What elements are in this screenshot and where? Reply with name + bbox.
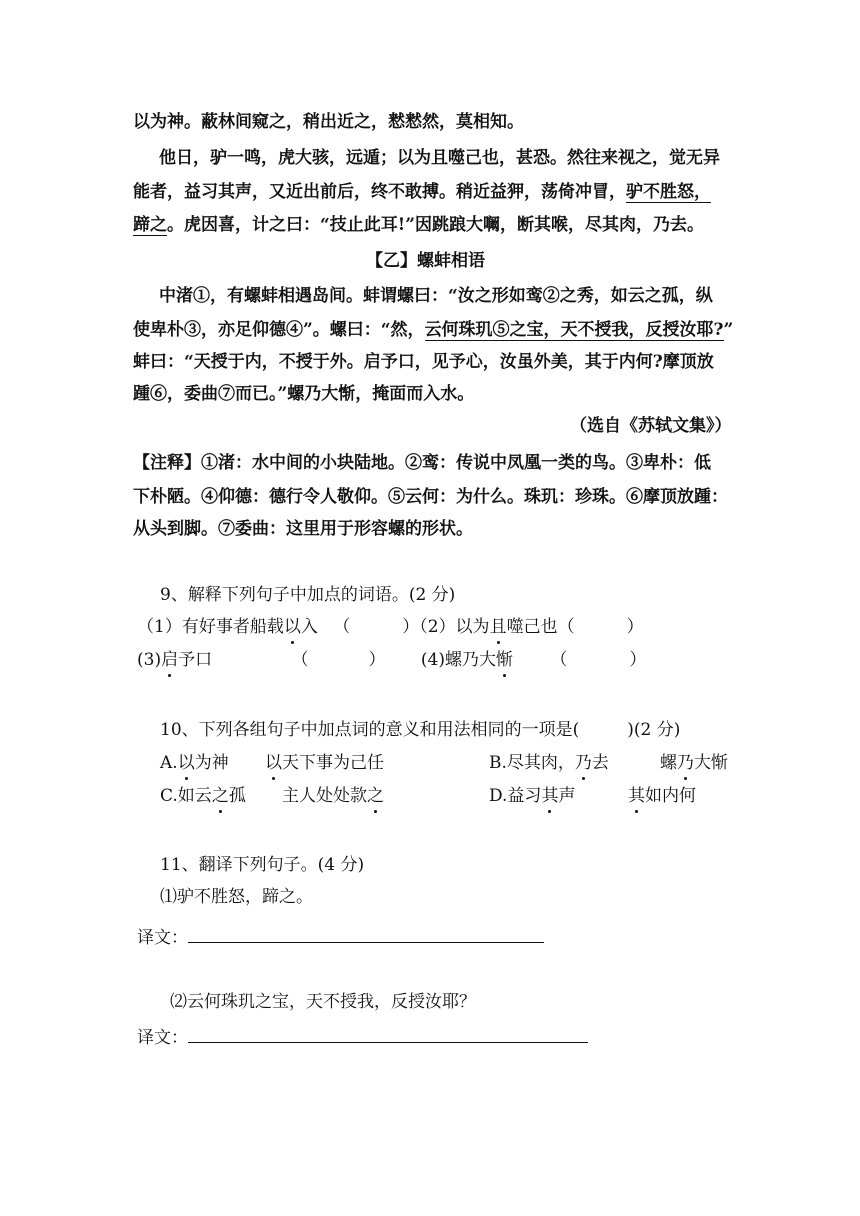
q11-translation-2	[137, 1024, 588, 1050]
q10-option-b[interactable]	[489, 751, 609, 775]
q10-option-b-dotted-2: 乃	[677, 753, 694, 773]
q11-sentence-1: ⑴驴不胜怒，蹄之。	[160, 887, 313, 907]
passage-jia-line-3-text: 能者，益习其声，又近出前后，终不敢搏。稍近益狎，荡倚冲冒，	[133, 182, 626, 202]
q9-item-2-dotted-word: 且	[489, 617, 507, 637]
q10-option-b-text-2: 螺	[660, 753, 677, 773]
q10-option-a-dotted-2: 以	[265, 753, 282, 773]
q9-item-1-answer-close: ）	[402, 617, 420, 637]
underlined-sentence-part-1: 驴不胜怒，	[626, 182, 711, 202]
passage-jia-line-4	[133, 213, 704, 237]
q10-option-d-text-1: D.益习	[489, 786, 542, 806]
q10-option-a-dotted-1: 以	[177, 753, 195, 773]
q11-translation-2-label: 译文：	[137, 1028, 188, 1048]
q9-item-2: （2）以为	[419, 617, 490, 637]
q9-item-3-dotted-word: 启	[161, 650, 179, 670]
notes-line-1: 【注释】①渚：水中间的小块陆地。②鸾：传说中凤凰一类的鸟。③卑朴：低	[133, 453, 711, 473]
q10-option-c-text-1: C.如云	[160, 786, 212, 806]
closing-quote: ”	[723, 320, 734, 340]
underlined-sentence-part-2: 蹄之	[133, 215, 167, 235]
q10-option-b-dotted-1: 乃	[574, 753, 592, 773]
passage-jia-line-1: 以为神。蔽林间窥之，稍出近之，慭慭然，莫相知。	[133, 112, 524, 132]
q10-option-a[interactable]	[160, 751, 229, 775]
q10-option-d-rest-1: 声	[558, 786, 576, 806]
passage-yi-title: 【乙】螺蚌相语	[366, 251, 485, 271]
q9-item-1-dotted-word: 以	[283, 617, 301, 637]
q10-stem-text: 10、下列各组句子中加点词的意义和用法相同的一项是(	[160, 720, 580, 740]
q10-option-c-dotted-1: 之	[211, 786, 229, 806]
passage-yi-line-4: 踵⑥，委曲⑦而已。”螺乃大惭，掩面而入水。	[133, 384, 475, 404]
source-citation: （选自《苏轼文集》）	[570, 416, 732, 436]
q9-item-3-answer-close: ）	[368, 650, 386, 670]
passage-yi-line-2-text: 使卑朴③，亦足仰德④”。螺曰：“然，	[133, 320, 425, 340]
passage-yi-line-2	[133, 318, 733, 342]
q9-item-4-answer-open[interactable]: （	[550, 650, 568, 670]
question-9-row-1	[137, 615, 644, 639]
q9-item-4: (4)螺乃大	[420, 650, 496, 670]
passage-jia-line-4-text: 。虎因喜，计之曰：“技止此耳!”因跳踉大㘎，断其喉，尽其肉，乃去。	[167, 215, 705, 235]
q9-item-4-answer-close: ）	[629, 650, 647, 670]
q10-option-d-dotted-2: 其	[628, 786, 645, 806]
q10-option-d-second	[628, 784, 696, 808]
question-10-stem	[160, 718, 680, 742]
q11-sentence-2: ⑵云何珠玑之宝，天不授我，反授汝耶？	[170, 992, 476, 1012]
q9-item-2-answer-open[interactable]: （	[557, 617, 575, 637]
passage-jia-line-3	[133, 180, 711, 204]
q10-option-b-second	[660, 751, 728, 775]
q9-item-3: (3)	[137, 650, 162, 670]
q9-item-2-rest: 噬己也	[506, 617, 558, 637]
question-11-stem: 11、翻译下列句子。(4 分)	[160, 855, 365, 875]
q10-stem-score: )(2 分)	[627, 720, 681, 740]
q10-option-c-dotted-2: 之	[367, 786, 384, 806]
notes-line-3: 从头到脚。⑦委曲：这里用于形容螺的形状。	[133, 519, 473, 539]
q9-item-3-rest: 予口	[178, 650, 213, 670]
q10-option-c-text-2: 主人处处款	[282, 786, 367, 806]
q10-option-b-text-1: B.尽其肉，	[489, 753, 575, 773]
q11-translation-1-label: 译文：	[137, 928, 188, 948]
q10-option-c[interactable]	[160, 784, 246, 808]
passage-yi-line-1: 中渚①，有螺蚌相遇岛间。蚌谓螺曰：“汝之形如鸾②之秀，如云之孤，纵	[159, 286, 713, 306]
q10-option-a-second	[265, 751, 384, 775]
q10-option-d-rest-2: 如内何	[645, 786, 696, 806]
question-9-stem: 9、解释下列句子中加点的词语。(2 分)	[160, 585, 456, 605]
q10-option-c-second	[282, 784, 384, 808]
q11-translation-2-blank[interactable]	[188, 1024, 588, 1043]
q9-item-1-rest: 入	[300, 617, 318, 637]
q10-option-b-rest-2: 大惭	[694, 753, 728, 773]
q10-option-a-text-1: 为神	[194, 753, 229, 773]
question-9-row-2	[137, 648, 646, 672]
q10-option-c-rest-1: 孤	[228, 786, 246, 806]
passage-jia-line-2: 他日，驴一鸣，虎大骇，远遁；以为且噬己也，甚恐。然往来视之，觉无异	[159, 148, 720, 168]
q10-option-b-rest-1: 去	[591, 753, 609, 773]
q11-translation-1-blank[interactable]	[188, 924, 544, 943]
q10-option-a-label: A.	[160, 753, 178, 773]
q9-item-1: （1）有好事者船载	[137, 617, 284, 637]
passage-yi-line-3: 蚌曰：“天授于内，不授于外。启予口，见予心，汝虽外美，其于内何?摩顶放	[133, 352, 714, 372]
q10-option-d[interactable]	[489, 784, 575, 808]
q9-item-4-dotted-word: 惭	[496, 650, 513, 670]
q10-option-a-text-2: 天下事为己任	[282, 753, 384, 773]
underlined-sentence-yi: 云何珠玑⑤之宝，天不授我，反授汝耶?	[424, 320, 724, 340]
q9-item-1-answer-open[interactable]: （	[333, 617, 351, 637]
q10-option-d-dotted-1: 其	[541, 786, 559, 806]
q9-item-2-answer-close: ）	[626, 617, 644, 637]
notes-line-2: 下朴陋。④仰德：德行令人敬仰。⑤云何：为什么。珠玑：珍珠。⑥摩顶放踵：	[133, 487, 728, 507]
q9-item-3-answer-open[interactable]: （	[291, 650, 309, 670]
q11-translation-1	[137, 924, 544, 950]
